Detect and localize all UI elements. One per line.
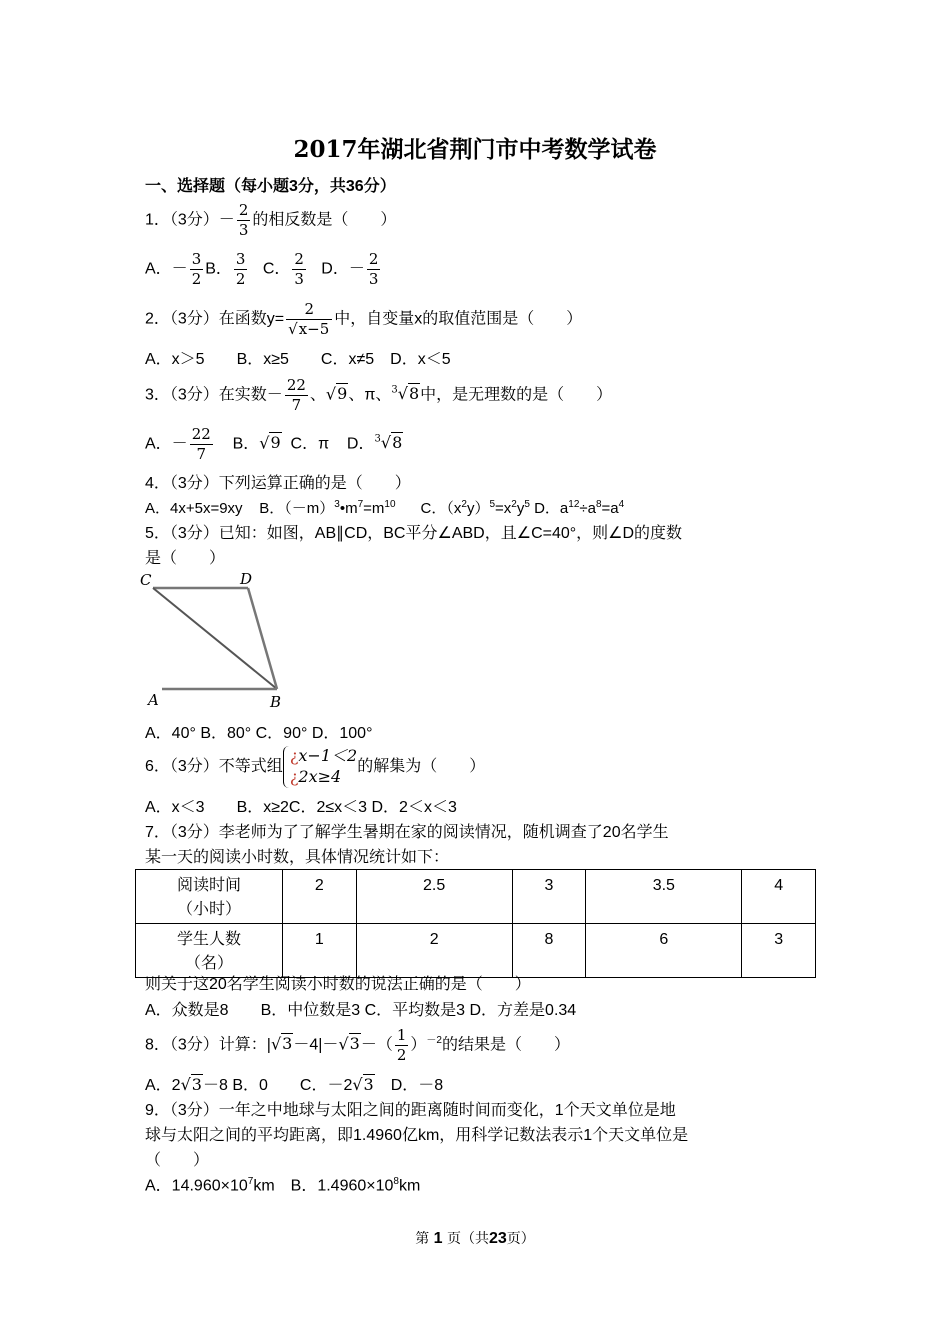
row-header: 阅读时间 （小时） xyxy=(136,870,283,924)
question-4-options xyxy=(145,499,624,518)
question-7: 7．（3分）李老师为了了解学生暑期在家的阅读情况，随机调查了20名学生 xyxy=(145,824,669,841)
question-text: 中，自变量x的取值范围是（ ） xyxy=(334,310,583,328)
fraction: $\frac{22}{7}$ xyxy=(191,425,211,463)
table-cell: 2.5 xyxy=(356,870,512,924)
question-1-options xyxy=(145,250,382,289)
question-5: 5．（3分）已知：如图，AB∥CD，BC平分∠ABD，且∠C=40°，则∠D的度数 xyxy=(145,525,683,542)
row-header: 学生人数 （名） xyxy=(136,924,283,978)
table-cell: 4 xyxy=(742,870,816,924)
option-a: A．4x+5x=9xy xyxy=(145,500,243,517)
fraction: $\frac{1}{2}$ xyxy=(396,1026,407,1064)
option-c: C． xyxy=(262,260,291,278)
option-c: C．$(x^2y)^5=x^2y^5$ xyxy=(420,499,530,517)
label-a: A xyxy=(148,691,159,709)
table-cell: 3 xyxy=(742,924,816,978)
question-7-continued: 某一天的阅读小时数，具体情况统计如下： xyxy=(145,849,450,866)
question-5-options: A．40° B．80° C．90° D．100° xyxy=(145,725,373,742)
question-5-continued: 是（ ） xyxy=(145,550,226,567)
option-a: A．－ xyxy=(145,260,188,278)
question-4: 4．（3分）下列运算正确的是（ ） xyxy=(145,475,411,492)
question-text: 的解集为（ ） xyxy=(357,758,486,776)
option-b: B．$(-m)^3•m^7=m^{10}$ xyxy=(259,499,396,517)
segment-cb xyxy=(153,588,277,689)
label-c: C xyxy=(140,571,152,589)
table-cell: 2 xyxy=(283,870,357,924)
question-6-options: A．x＜3 B．x≥2C．2≤x＜3 D．2＜x＜3 xyxy=(145,799,457,816)
question-text: 1．（3分）－ xyxy=(145,211,235,229)
table-cell: 3.5 xyxy=(586,870,742,924)
option-d: D．－ xyxy=(321,260,365,278)
question-6 xyxy=(145,746,485,788)
page-footer: 第 1 页（共23页） xyxy=(415,1230,535,1247)
question-7-options: A．众数是8 B．中位数是3 C．平均数是3 D．方差是0.34 xyxy=(145,1002,577,1019)
option-d: D．$a^{12}\div a^8=a^4$ xyxy=(534,499,625,517)
segment-db xyxy=(248,588,277,689)
inequality-system: ¿x−1＜2 ¿2x≥4 xyxy=(283,746,357,788)
question-3-options: A．－ $\frac{22}{7}$ B．√9 C．π D．$^3$√8 xyxy=(145,425,403,463)
fraction: $\frac{3}{2}$ xyxy=(235,250,246,288)
question-8-options: A．2√3－8 B．0 C．－2√3 D．－8 xyxy=(145,1075,444,1094)
option-c: C．π xyxy=(290,435,330,453)
option-b: B． xyxy=(232,435,260,453)
question-text: 的结果是（ ） xyxy=(441,1036,570,1054)
fraction: $\frac{2}{3}$ xyxy=(294,250,304,288)
label-b: B xyxy=(270,693,282,711)
option-d: D． xyxy=(346,435,375,453)
table-cell: 1 xyxy=(283,924,357,978)
page-title: 2017年湖北省荆门市中考数学试卷 xyxy=(293,136,657,163)
option-a: A．－ xyxy=(145,435,188,453)
table-row xyxy=(136,870,816,924)
square-root: √9 xyxy=(325,384,348,404)
label-d: D xyxy=(240,570,253,588)
table-row xyxy=(136,924,816,978)
fraction: $\frac{22}{7}$ xyxy=(286,376,306,414)
table-cell: 3 xyxy=(512,870,586,924)
fraction: $\frac{2}{3}$ xyxy=(238,201,249,239)
section-heading: 一、选择题（每小题3分，共36分） xyxy=(145,178,396,195)
question-2-options: A．x＞5 B．x≥5 C．x≠5 D．x＜5 xyxy=(145,351,451,368)
fraction: $\frac{2}{3}$ xyxy=(368,250,379,288)
question-9: 9．（3分）一年之中地球与太阳之间的距离随时间而变化，1个天文单位是地 xyxy=(145,1102,676,1119)
question-1 xyxy=(145,201,396,240)
question-3: 3．（3分）在实数－ $\frac{22}{7}$ 、√9、π、$^3$√8中，是无理数的是（ ） xyxy=(145,376,613,414)
question-text: 6．（3分）不等式组 xyxy=(145,758,283,776)
option-b: B． xyxy=(205,260,232,278)
question-8: 8．（3分）计算：|√3－4|－√3－（ $\frac{1}{2}$ ）$^{-2}$的结果是（ ） xyxy=(145,1026,570,1064)
geometry-figure xyxy=(138,567,288,712)
question-text: 3．（3分）在实数－ xyxy=(145,386,283,404)
question-9-continued: （ ） xyxy=(145,1152,210,1169)
statistics-table xyxy=(135,869,816,978)
cube-root: $^3$√8 xyxy=(391,384,420,404)
question-9-continued: 球与太阳之间的平均距离，即1.4960亿km，用科学记数法表示1个天文单位是 xyxy=(145,1127,689,1144)
table-cell: 6 xyxy=(586,924,742,978)
question-text: 2．（3分）在函数y= xyxy=(145,310,285,328)
fraction: $\frac{2}{√x-5}$ xyxy=(286,300,332,339)
question-7-prompt: 则关于这20名学生阅读小时数的说法正确的是（ ） xyxy=(145,976,531,993)
question-text: 中，是无理数的是（ ） xyxy=(420,386,613,404)
question-9-options: A．$14.960\times 10^7km$ B．$1.4960\times 10^8km$ xyxy=(145,1176,421,1195)
question-text: 的相反数是（ ） xyxy=(252,211,397,229)
table-cell: 2 xyxy=(356,924,512,978)
fraction: $\frac{3}{2}$ xyxy=(191,250,202,288)
question-text: 8．（3分）计算：| xyxy=(145,1036,271,1054)
table-cell: 8 xyxy=(512,924,586,978)
question-2 xyxy=(145,300,582,339)
